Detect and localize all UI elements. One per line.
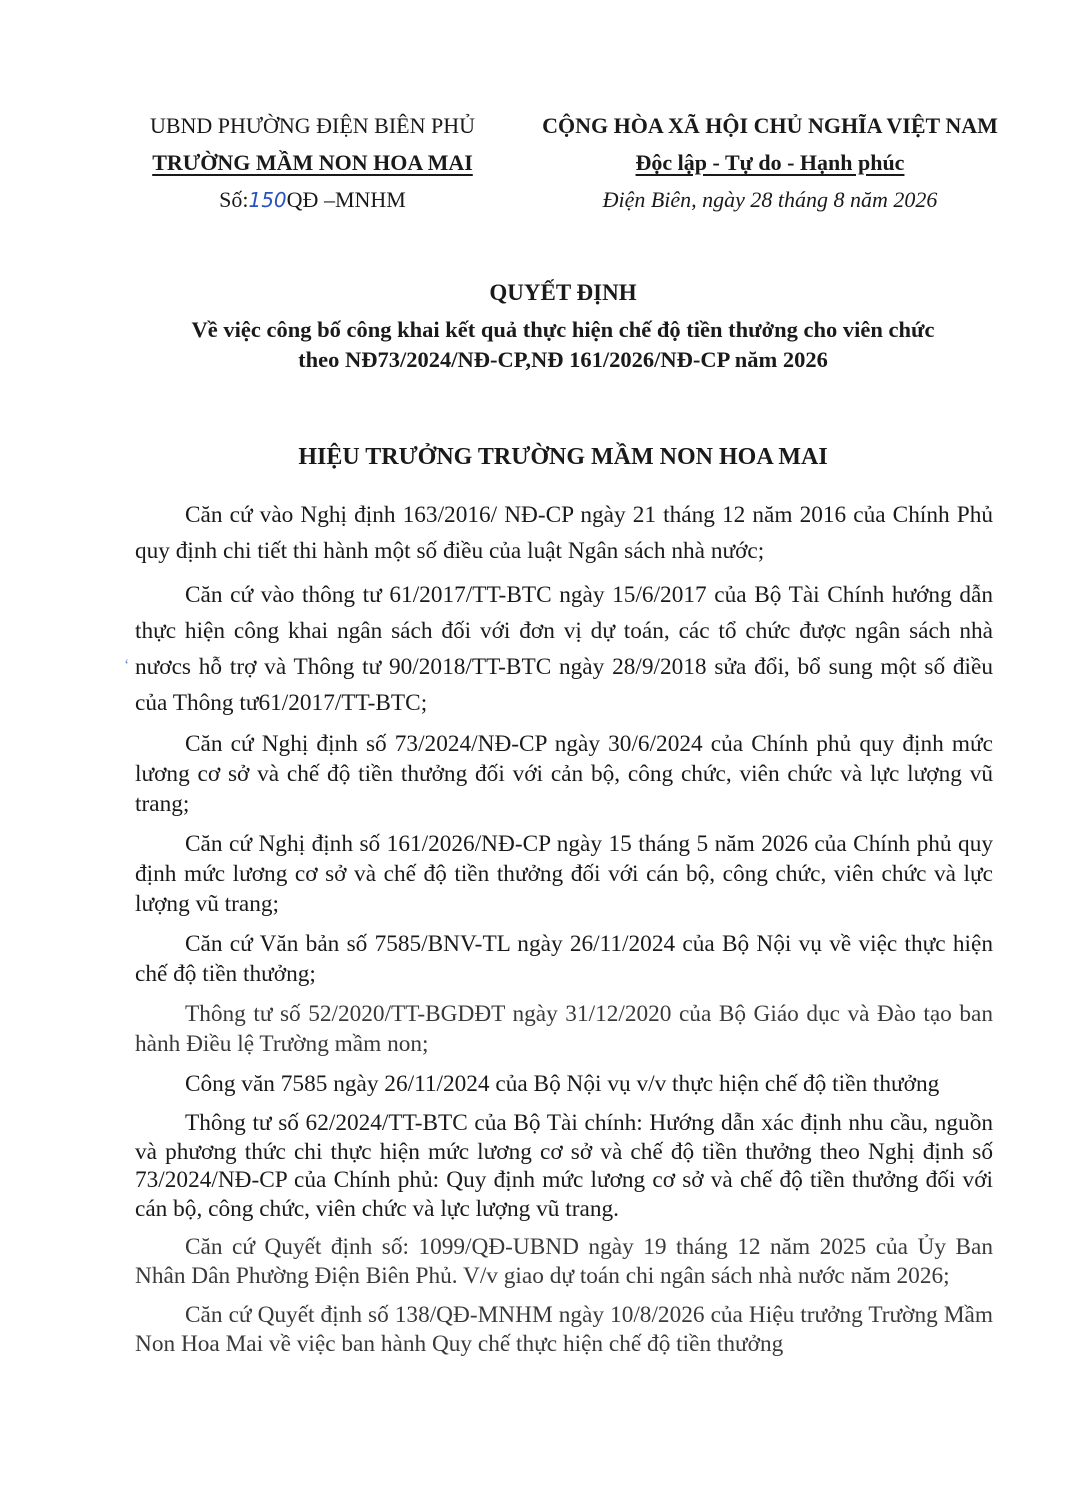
basis-paragraph: Căn cứ Nghị định số 73/2024/NĐ-CP ngày 30/6/2024 của Chính phủ quy định mức lương cơ sở và chế độ tiền thưởng đối với cản bộ, công chức, viên chức và lực lượng vũ trang; bbox=[135, 731, 993, 817]
basis-paragraph: Căn cứ vào Nghị định 163/2016/ NĐ-CP ngày 21 tháng 12 năm 2016 của Chính Phủ quy định chi tiết thi hành một số điều của luật Ngân sách nhà nước; bbox=[135, 502, 993, 564]
basis-paragraph: Thông tư số 62/2024/TT-BTC của Bộ Tài chính: Hướng dẫn xác định nhu cầu, nguồn và phương thức chi thực hiện mức lương cơ sở và chế độ tiền thưởng theo Nghị định số 73/2024/NĐ-CP của Chính phủ: Quy định mức lương cơ sở và chế độ tiền thưởng đối với cán bộ, công chức, viên chức và lực lượng vũ trang. bbox=[135, 1110, 993, 1222]
school-name-text: TRƯỜNG MẦM NON HOA MAI bbox=[152, 150, 473, 175]
basis-paragraph: Căn cứ Nghị định số 161/2026/NĐ-CP ngày 15 tháng 5 năm 2026 của Chính phủ quy định mức lương cơ sở và chế độ tiền thưởng đối với cán bộ, công chức, viên chức và lực lượng vũ trang; bbox=[135, 831, 993, 917]
basis-paragraph: Căn cứ vào thông tư 61/2017/TT-BTC ngày 15/6/2017 của Bộ Tài Chính hướng dẫn thực hiện công khai ngân sách đối với đơn vị dự toán, các tổ chức được ngân sách nhà nươcs hỗ trợ và Thông tư 90/2018/TT-BTC ngày 28/9/2018 sửa đổi, bổ sung một số điều của Thông tư61/2017/TT-BTC; bbox=[135, 582, 993, 716]
header-right bbox=[520, 107, 1020, 218]
header-left bbox=[130, 107, 495, 219]
nation-name: CỘNG HÒA XÃ HỘI CHỦ NGHĨA VIỆT NAM bbox=[542, 113, 998, 138]
number-prefix: Số: bbox=[219, 187, 249, 212]
pen-mark: ‘ bbox=[124, 657, 130, 674]
basis-paragraph: Căn cứ Quyết định số 138/QĐ-MNHM ngày 10/8/2026 của Hiệu trưởng Trường Mầm Non Hoa Mai về việc ban hành Quy chế thực hiện chế độ tiền thưởng bbox=[135, 1302, 993, 1357]
document-body bbox=[135, 497, 993, 1369]
issuer-heading: HIỆU TRƯỞNG TRƯỜNG MẦM NON HOA MAI bbox=[298, 444, 828, 470]
basis-paragraph: Căn cứ Văn bản số 7585/BNV-TL ngày 26/11/2024 của Bộ Nội vụ về việc thực hiện chế độ tiền thưởng; bbox=[135, 931, 993, 987]
place-date: Điện Biên, ngày 28 tháng 8 năm 2026 bbox=[602, 187, 938, 212]
basis-paragraph: Căn cứ Quyết định số: 1099/QĐ-UBND ngày 19 tháng 12 năm 2025 của Ủy Ban Nhân Dân Phường Điện Biên Phủ. V/v giao dự toán chi ngân sách nhà nước năm 2026; bbox=[135, 1234, 993, 1289]
basis-paragraph: Công văn 7585 ngày 26/11/2024 của Bộ Nội vụ v/v thực hiện chế độ tiền thưởng bbox=[185, 1071, 940, 1097]
title-block bbox=[110, 277, 1016, 375]
motto bbox=[520, 144, 1020, 181]
number-suffix: QĐ –MNHM bbox=[286, 187, 406, 212]
subtitle-line-2: theo NĐ73/2024/NĐ-CP,NĐ 161/2026/NĐ-CP năm 2026 bbox=[298, 347, 828, 372]
document-title: QUYẾT ĐỊNH bbox=[489, 280, 637, 305]
handwritten-number: 150 bbox=[248, 188, 287, 212]
document-number bbox=[130, 181, 495, 219]
subtitle-line-1: Về việc công bố công khai kết quả thực hiện chế độ tiền thưởng cho viên chức bbox=[191, 317, 935, 342]
basis-paragraph: Thông tư số 52/2020/TT-BGDĐT ngày 31/12/2020 của Bộ Giáo dục và Đào tạo ban hành Điều lệ Trường mầm non; bbox=[135, 1001, 993, 1057]
document-subtitle bbox=[110, 315, 1016, 375]
agency-name: UBND PHƯỜNG ĐIỆN BIÊN PHỦ bbox=[149, 113, 476, 138]
motto-text: Độc lập - Tự do - Hạnh phúc bbox=[635, 150, 905, 175]
school-name bbox=[130, 144, 495, 181]
